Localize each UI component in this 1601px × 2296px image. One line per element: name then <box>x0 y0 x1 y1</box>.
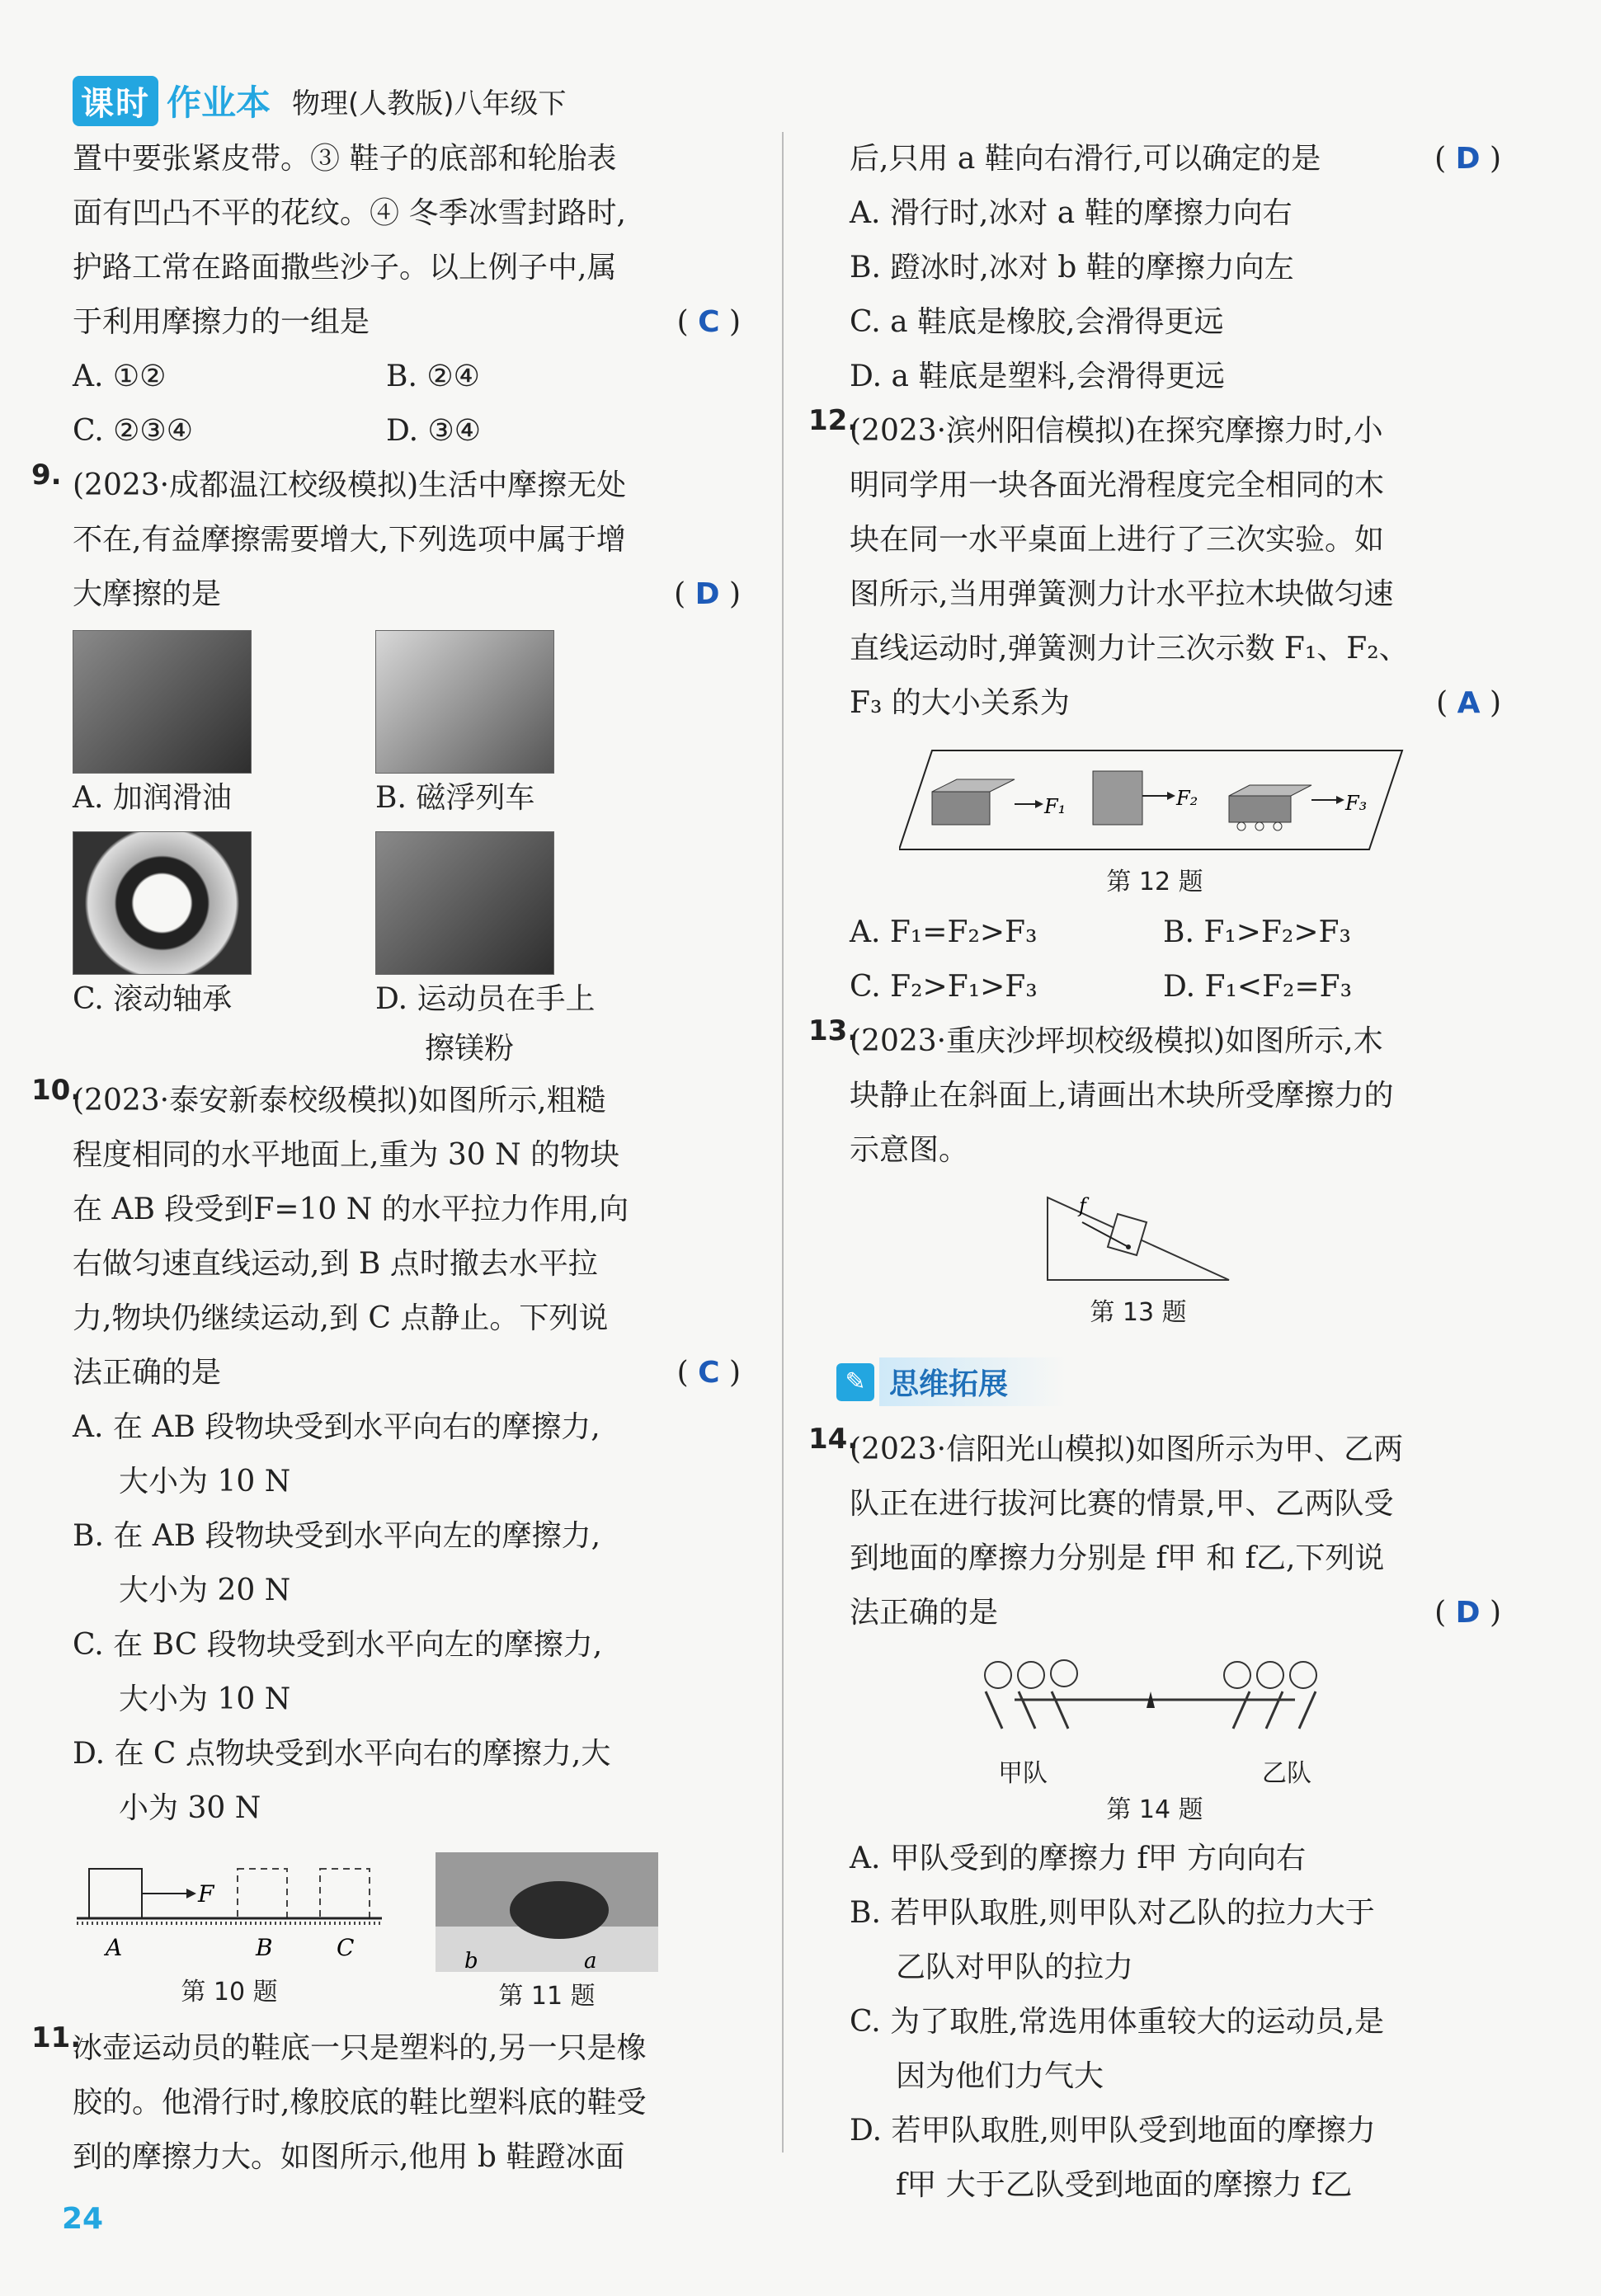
lubricating-oil-photo <box>73 630 252 774</box>
q14-option-d-cont: f甲 大于乙队受到地面的摩擦力 f乙 <box>896 2168 1353 2202</box>
question-11 <box>31 2021 741 2185</box>
point-c-label: C <box>337 1934 355 1961</box>
team-yi-label: 乙队 <box>1262 1759 1311 1788</box>
q8-options-row <box>73 350 741 404</box>
roller <box>1274 822 1282 830</box>
q9-caption-b: B. 磁浮列车 <box>375 781 535 815</box>
athlete-magnesium-photo <box>375 831 554 975</box>
block1-front <box>932 792 990 825</box>
team-jia-label: 甲队 <box>998 1759 1048 1788</box>
f3-arrowhead <box>1336 796 1344 804</box>
q9-line: (2023·成都温江校级模拟)生活中摩擦无处 <box>73 468 627 502</box>
f1-label: F₁ <box>1044 795 1067 818</box>
q10-option-c-cont: 大小为 10 N <box>119 1682 291 1716</box>
q8-line <box>73 295 741 350</box>
q11-line: 胶的。他滑行时,橡胶底的鞋比塑料底的鞋受 <box>73 2086 647 2120</box>
ball-bearing-photo <box>73 831 252 975</box>
q10-option-a: A. 在 AB 段物块受到水平向右的摩擦力, <box>73 1410 600 1444</box>
team-yi-bodies <box>1233 1691 1316 1729</box>
figure-11 <box>436 1852 658 2011</box>
q14-answer: ( D ) <box>1434 1596 1501 1630</box>
q14-line <box>850 1586 1501 1640</box>
f2-arrowhead <box>1167 792 1175 800</box>
q10-answer: ( C ) <box>676 1356 741 1390</box>
figures-10-11 <box>73 1852 741 2011</box>
q12-option-d: D. F₁<F₂=F₃ <box>1163 970 1353 1004</box>
q13-line: (2023·重庆沙坪坝校级模拟)如图所示,木 <box>850 1024 1383 1058</box>
q14-answer-value: D <box>1455 1596 1481 1630</box>
q10-option-d: D. 在 C 点物块受到水平向右的摩擦力,大 <box>73 1737 611 1771</box>
f2-label: F₂ <box>1176 787 1198 810</box>
q12-line: 图所示,当用弹簧测力计水平拉木块做匀速 <box>850 577 1394 611</box>
q10-answer-value: C <box>698 1356 720 1390</box>
q9-caption-d-cont: 擦镁粉 <box>425 1032 515 1066</box>
q11-line: 到的摩擦力大。如图所示,他用 b 鞋蹬冰面 <box>73 2140 625 2174</box>
player-head <box>985 1662 1011 1688</box>
q13-number: 13. <box>808 1014 859 1047</box>
figure-10-caption: 第 10 题 <box>181 1978 278 2007</box>
friction-label: f <box>1079 1194 1086 1217</box>
f3-label: F₃ <box>1345 792 1368 815</box>
q10-line: (2023·泰安新泰校级模拟)如图所示,粗糙 <box>73 1084 606 1117</box>
figure-13 <box>1039 1189 1501 1328</box>
question-11-cont <box>850 132 1501 404</box>
q11-option-a: A. 滑行时,冰对 a 鞋的摩擦力向右 <box>850 196 1293 230</box>
q10-line: 右做匀速直线运动,到 B 点时撤去水平拉 <box>73 1247 598 1281</box>
q11-answer: ( D ) <box>1434 142 1501 176</box>
q10-option-b: B. 在 AB 段物块受到水平向左的摩擦力, <box>73 1519 601 1553</box>
q14-option-b-cont: 乙队对甲队的拉力 <box>896 1950 1134 1984</box>
question-12 <box>808 404 1501 1014</box>
q8-line: 置中要张紧皮带。③ 鞋子的底部和轮胎表 <box>73 142 617 176</box>
question-10 <box>31 1074 741 1836</box>
question-14 <box>808 1423 1501 2213</box>
force-arrowhead <box>186 1889 196 1898</box>
q14-stem-end: 法正确的是 <box>850 1596 999 1630</box>
tug-of-war-illustration <box>965 1650 1344 1749</box>
dashed-block-c <box>320 1869 370 1918</box>
q11-number: 11. <box>31 2021 82 2054</box>
q11-line <box>850 132 1501 186</box>
q9-caption-c: C. 滚动轴承 <box>73 982 233 1016</box>
q10-line: 力,物块仍继续运动,到 C 点静止。下列说 <box>73 1301 609 1335</box>
q12-line: 块在同一水平桌面上进行了三次实验。如 <box>850 523 1385 557</box>
f1-arrowhead <box>1035 800 1043 808</box>
roller <box>1255 822 1264 830</box>
shoe-a-label: a <box>584 1949 597 1972</box>
team-jia-bodies <box>986 1691 1068 1729</box>
player-head <box>1224 1662 1250 1688</box>
q12-option-b: B. F₁>F₂>F₃ <box>1163 915 1351 949</box>
figure-12-diagram <box>899 742 1410 858</box>
team-labels <box>965 1753 1344 1789</box>
player-head <box>1290 1662 1316 1688</box>
q10-stem-end: 法正确的是 <box>73 1356 222 1390</box>
q14-line: 到地面的摩擦力分别是 f甲 和 f乙,下列说 <box>850 1541 1385 1575</box>
player-head <box>1018 1662 1044 1688</box>
question-9 <box>31 459 741 1074</box>
q9-images-row <box>73 831 741 1074</box>
q9-answer-value: D <box>695 577 720 611</box>
figure-10-diagram <box>73 1852 386 1968</box>
block1-top <box>932 779 1015 792</box>
q11-line: 冰壶运动员的鞋底一只是塑料的,另一只是橡 <box>73 2031 647 2065</box>
q8-line: 护路工常在路面撒些沙子。以上例子中,属 <box>73 251 617 285</box>
page-number: 24 <box>62 2202 104 2236</box>
column-divider <box>782 132 784 2152</box>
q14-line: 队正在进行拔河比赛的情景,甲、乙两队受 <box>850 1487 1394 1521</box>
q12-number: 12. <box>808 404 859 437</box>
pencil-icon: ✎ <box>836 1363 874 1401</box>
q11-answer-value: D <box>1455 142 1481 176</box>
q8-option-d: D. ③④ <box>386 414 482 448</box>
q9-number: 9. <box>31 459 62 492</box>
left-column <box>31 132 741 2185</box>
q8-answer: ( C ) <box>676 305 741 339</box>
q12-stem-end: F₃ 的大小关系为 <box>850 686 1070 720</box>
q11-option-c: C. a 鞋底是橡胶,会滑得更远 <box>850 305 1224 339</box>
player-head <box>1051 1660 1077 1687</box>
curler-silhouette <box>510 1881 609 1939</box>
q10-line: 在 AB 段受到F=10 N 的水平拉力作用,向 <box>73 1193 629 1226</box>
q12-line: 明同学用一块各面光滑程度完全相同的木 <box>850 468 1385 502</box>
dashed-block-b <box>238 1869 287 1918</box>
maglev-train-photo <box>375 630 554 774</box>
figure-13-diagram <box>1039 1189 1237 1288</box>
q10-option-b-cont: 大小为 20 N <box>119 1574 291 1607</box>
point-b-label: B <box>256 1934 273 1961</box>
player-head <box>1257 1662 1283 1688</box>
force-label: F <box>198 1880 214 1908</box>
q12-options-row <box>850 960 1501 1014</box>
q8-line: 面有凹凸不平的花纹。④ 冬季冰雪封路时, <box>73 196 626 230</box>
figure-14 <box>965 1650 1501 1825</box>
series-title: 作业本 <box>167 82 271 123</box>
q9-line: 不在,有益摩擦需要增大,下列选项中属于增 <box>73 523 626 557</box>
question-13 <box>808 1014 1501 1328</box>
figure-12-caption: 第 12 题 <box>1106 868 1203 896</box>
q13-line: 块静止在斜面上,请画出木块所受摩擦力的 <box>850 1079 1394 1113</box>
figure-10 <box>73 1852 386 2011</box>
block <box>89 1869 142 1918</box>
q8-option-a: A. ①② <box>73 360 167 393</box>
section-title: 思维拓展 <box>879 1357 1066 1406</box>
q10-option-a-cont: 大小为 10 N <box>119 1465 291 1499</box>
q14-number: 14. <box>808 1423 859 1456</box>
q10-option-c: C. 在 BC 段物块受到水平向左的摩擦力, <box>73 1628 603 1662</box>
q8-answer-value: C <box>698 305 720 339</box>
q14-option-c: C. 为了取胜,常选用体重较大的运动员,是 <box>850 2005 1385 2039</box>
q12-answer-value: A <box>1457 686 1481 720</box>
figure-13-caption: 第 13 题 <box>1090 1298 1187 1327</box>
q8-options-row <box>73 404 741 459</box>
q9-images-row <box>73 630 741 823</box>
shoe-b-label: b <box>464 1949 478 1972</box>
q14-option-d: D. 若甲队取胜,则甲队受到地面的摩擦力 <box>850 2114 1376 2148</box>
q9-line <box>73 567 741 622</box>
q14-option-b: B. 若甲队取胜,则甲队对乙队的拉力大于 <box>850 1896 1375 1930</box>
q9-caption-a: A. 加润滑油 <box>73 781 232 815</box>
block3-front <box>1229 796 1291 822</box>
q10-line: 程度相同的水平地面上,重为 30 N 的物块 <box>73 1138 620 1172</box>
header <box>73 76 567 125</box>
block3-top <box>1229 785 1311 796</box>
q9-answer: ( D ) <box>674 577 741 611</box>
point-a-label: A <box>106 1934 123 1961</box>
q12-line <box>850 676 1501 731</box>
q12-line: 直线运动时,弹簧测力计三次示数 F₁、F₂、 <box>850 632 1409 666</box>
figure-12 <box>899 742 1501 897</box>
q12-answer: ( A ) <box>1436 686 1501 720</box>
q12-options-row <box>850 906 1501 960</box>
q14-option-a: A. 甲队受到的摩擦力 f甲 方向向右 <box>850 1842 1307 1875</box>
q12-option-c: C. F₂>F₁>F₃ <box>850 970 1038 1004</box>
brand-logo: 课时 <box>73 76 158 126</box>
q9-stem-end: 大摩擦的是 <box>73 577 222 611</box>
q10-number: 10. <box>31 1074 82 1107</box>
question-8 <box>73 132 741 459</box>
q12-line: (2023·滨州阳信模拟)在探究摩擦力时,小 <box>850 414 1383 448</box>
figure-11-caption: 第 11 题 <box>498 1982 596 2011</box>
right-column <box>808 132 1501 2213</box>
q8-option-b: B. ②④ <box>386 360 480 393</box>
subject-title: 物理(人教版)八年级下 <box>292 87 567 120</box>
q10-option-d-cont: 小为 30 N <box>119 1791 261 1825</box>
q10-line <box>73 1346 741 1400</box>
section-header <box>836 1357 1501 1406</box>
q14-option-c-cont: 因为他们力气大 <box>896 2059 1104 2093</box>
q11-option-d: D. a 鞋底是塑料,会滑得更远 <box>850 360 1225 393</box>
q11-option-b: B. 蹬冰时,冰对 b 鞋的摩擦力向左 <box>850 251 1294 285</box>
figure-14-caption: 第 14 题 <box>1106 1795 1203 1824</box>
curling-photo <box>436 1852 658 1972</box>
q8-option-c: C. ②③④ <box>73 414 193 448</box>
q9-caption-d: D. 运动员在手上 <box>375 982 596 1016</box>
q13-line: 示意图。 <box>850 1133 969 1167</box>
q11-stem-end: 后,只用 a 鞋向右滑行,可以确定的是 <box>850 142 1321 176</box>
q12-option-a: A. F₁=F₂>F₃ <box>850 915 1038 949</box>
q8-stem-end: 于利用摩擦力的一组是 <box>73 305 370 339</box>
roller <box>1237 822 1245 830</box>
q14-line: (2023·信阳光山模拟)如图所示为甲、乙两 <box>850 1433 1404 1466</box>
block2 <box>1093 771 1142 825</box>
